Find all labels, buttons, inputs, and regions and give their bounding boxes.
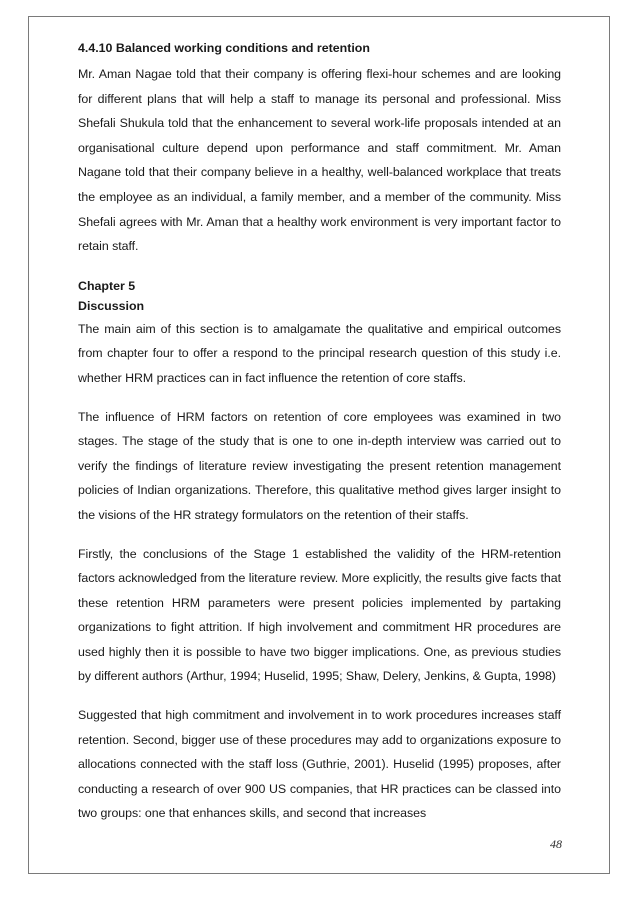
body-paragraph-3: Firstly, the conclusions of the Stage 1 established the validity of the HRM-retention factors acknowledged from the literature review. More explicitly, the results give facts that these retention HRM parameters were present policies implemented by partaking organizations to fight attrition. If high involvement and commitment HR procedures are used highly then it is possible to have two bigger implications. One, as previous studies by different authors (Arthur, 1994; Huselid, 1995; Shaw, Delery, Jenkins, & Gupta, 1998) (78, 546, 561, 684)
chapter-title: Discussion (78, 298, 145, 313)
chapter-label: Chapter 5 (78, 278, 136, 293)
page-number: 48 (550, 837, 562, 851)
document-body (78, 38, 561, 826)
body-paragraph-2: The influence of HRM factors on retention of core employees was examined in two stages. The stage of the study that is one to one in-depth interview was carried out to verify the findings of literature review investigating the present retention management policies of Indian organizations. Therefore, this qualitative method gives larger insight to the visions of the HR strategy formulators on the retention of their staffs. (78, 409, 561, 522)
body-paragraph-1: The main aim of this section is to amalgamate the qualitative and empirical outcomes from chapter four to offer a respond to the principal research question of this study i.e. whether HRM practices can in fact influence the retention of core staffs. (78, 321, 561, 385)
section-heading: 4.4.10 Balanced working conditions and retention (78, 41, 370, 55)
body-paragraph-4: Suggested that high commitment and involvement in to work procedures increases staff retention. Second, bigger use of these procedures may add to organizations exposure to allocations connected with the staff loss (Guthrie, 2001). Huselid (1995) proposes, after conducting a research of over 900 US companies, that HR practices can be classed into two groups: one that enhances skills, and second that increases (78, 708, 561, 821)
section-paragraph: Mr. Aman Nagae told that their company is offering flexi-hour schemes and are looking for different plans that will help a staff to manage its personal and professional. Miss Shefali Shukula told that the enhancement to several work-life proposals intended at an organisational culture depend upon performance and staff commitment. Mr. Aman Nagane told that their company believe in a healthy, well-balanced workplace that treats the employee as an individual, a family member, and a member of the community. Miss Shefali agrees with Mr. Aman that a healthy work environment is very important factor to retain staff. (78, 67, 561, 254)
